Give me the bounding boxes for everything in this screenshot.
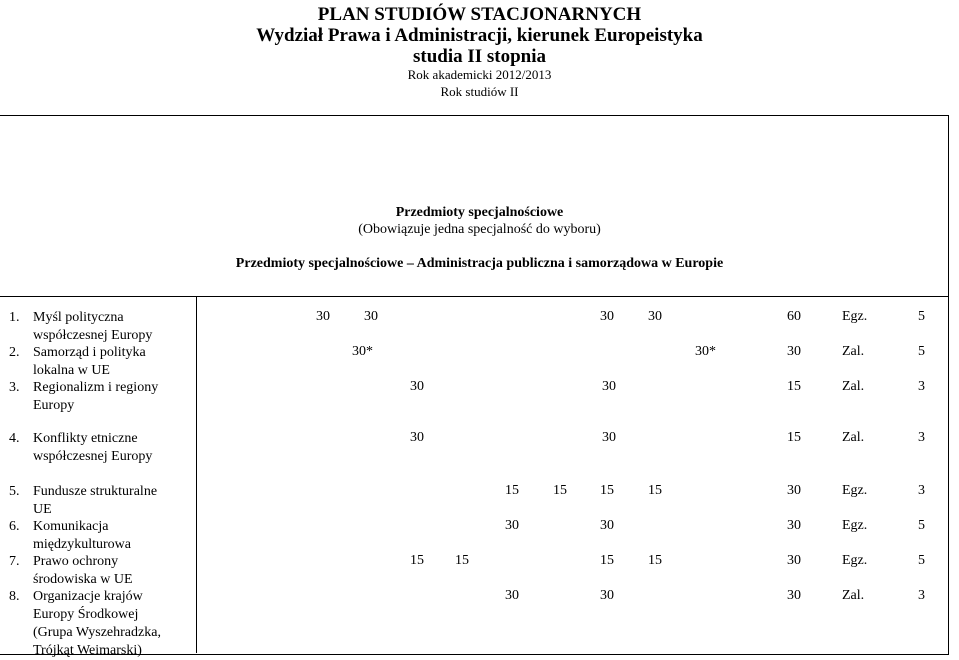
- subject-name: [33, 553, 133, 589]
- hours-cell: 15: [787, 430, 801, 445]
- hours-cell: 30: [505, 588, 519, 603]
- subject-number: 6.: [9, 519, 20, 534]
- degree-title: studia II stopnia: [412, 46, 547, 67]
- hours-cell: 15: [648, 483, 662, 498]
- hours-cell: 30: [787, 344, 801, 359]
- subject-name: [33, 344, 146, 380]
- hours-cell: 15: [553, 483, 567, 498]
- study-year: Rok studiów II: [440, 84, 519, 99]
- hours-cell: 30: [600, 588, 614, 603]
- hours-cell: 60: [787, 309, 801, 324]
- hours-cell: 30: [787, 518, 801, 533]
- subject-number: 2.: [9, 345, 20, 360]
- hours-cell: 15: [410, 553, 424, 568]
- hours-cell: Zal.: [842, 344, 865, 359]
- hours-cell: 15: [787, 379, 801, 394]
- subject-name: [33, 483, 157, 519]
- hours-cell: 30*: [695, 344, 716, 359]
- hours-cell: 30: [316, 309, 330, 324]
- hours-cell: 15: [505, 483, 519, 498]
- subject-name-line: Organizacje krajów: [33, 589, 143, 604]
- hours-cell: Egz.: [842, 518, 868, 533]
- subject-name-line: UE: [33, 502, 52, 517]
- hours-cell: Egz.: [842, 483, 868, 498]
- subject-name-line: środowiska w UE: [33, 572, 133, 587]
- subject-name-line: (Grupa Wyszehradzka,: [33, 625, 161, 640]
- subject-name: [33, 430, 152, 466]
- subject-number: 8.: [9, 589, 20, 604]
- hours-cell: 3: [918, 430, 925, 445]
- subject-name-line: Myśl polityczna: [33, 310, 124, 325]
- hours-cell: 30: [600, 518, 614, 533]
- hours-cell: Egz.: [842, 553, 868, 568]
- faculty-title: Wydział Prawa i Administracji, kierunek Europeistyka: [256, 25, 703, 46]
- subject-number: 1.: [9, 310, 20, 325]
- subject-name-line: lokalna w UE: [33, 363, 110, 378]
- hours-cell: 30: [364, 309, 378, 324]
- subject-name-line: współczesnej Europy: [33, 449, 153, 464]
- subject-name-line: Regionalizm i regiony: [33, 380, 159, 395]
- subject-number: 4.: [9, 431, 20, 446]
- hours-cell: 15: [600, 483, 614, 498]
- subject-column-divider: [196, 296, 197, 653]
- hours-cell: 3: [918, 588, 925, 603]
- section-title: Przedmioty specjalnościowe: [395, 205, 564, 220]
- hours-cell: 30*: [352, 344, 373, 359]
- subject-name: [33, 588, 161, 660]
- hours-cell: 3: [918, 379, 925, 394]
- academic-year: Rok akademicki 2012/2013: [407, 67, 552, 82]
- subject-name-line: Europy Środkowej: [33, 607, 139, 622]
- subject-name: [33, 379, 158, 415]
- hours-cell: 15: [648, 553, 662, 568]
- hours-cell: 30: [505, 518, 519, 533]
- hours-cell: 30: [787, 553, 801, 568]
- subject-name-line: Prawo ochrony: [33, 554, 119, 569]
- hours-cell: 5: [918, 553, 925, 568]
- hours-cell: 30: [787, 588, 801, 603]
- hours-cell: 30: [787, 483, 801, 498]
- document-title: PLAN STUDIÓW STACJONARNYCH: [317, 4, 642, 25]
- subject-name-line: Fundusze strukturalne: [33, 484, 158, 499]
- subject-number: 3.: [9, 380, 20, 395]
- subject-number: 7.: [9, 554, 20, 569]
- hours-cell: 15: [455, 553, 469, 568]
- hours-cell: 15: [600, 553, 614, 568]
- hours-cell: Zal.: [842, 379, 865, 394]
- hours-cell: 30: [602, 379, 616, 394]
- hours-cell: 30: [602, 430, 616, 445]
- hours-cell: 30: [410, 430, 424, 445]
- specialization-title: Przedmioty specjalnościowe – Administracja publiczna i samorządowa w Europie: [235, 256, 724, 271]
- hours-cell: 5: [918, 518, 925, 533]
- subject-name-line: Samorząd i polityka: [33, 345, 146, 360]
- hours-cell: 30: [600, 309, 614, 324]
- subject-number: 5.: [9, 484, 20, 499]
- subject-name-line: Europy: [33, 398, 75, 413]
- hours-cell: 5: [918, 344, 925, 359]
- subject-name-line: Komunikacja: [33, 519, 109, 534]
- section-note: (Obowiązuje jedna specjalność do wyboru): [358, 222, 601, 237]
- subject-name: [33, 518, 131, 554]
- table-divider: [0, 296, 948, 297]
- hours-cell: 30: [648, 309, 662, 324]
- subject-name-line: międzykulturowa: [33, 537, 131, 552]
- hours-cell: 30: [410, 379, 424, 394]
- hours-cell: Egz.: [842, 309, 868, 324]
- subject-name-line: Konflikty etniczne: [33, 431, 138, 446]
- hours-cell: Zal.: [842, 430, 865, 445]
- subject-name-line: Trójkąt Weimarski): [33, 643, 142, 658]
- subject-name: [33, 309, 152, 345]
- hours-cell: 3: [918, 483, 925, 498]
- hours-cell: Zal.: [842, 588, 865, 603]
- subject-name-line: współczesnej Europy: [33, 328, 153, 343]
- hours-cell: 5: [918, 309, 925, 324]
